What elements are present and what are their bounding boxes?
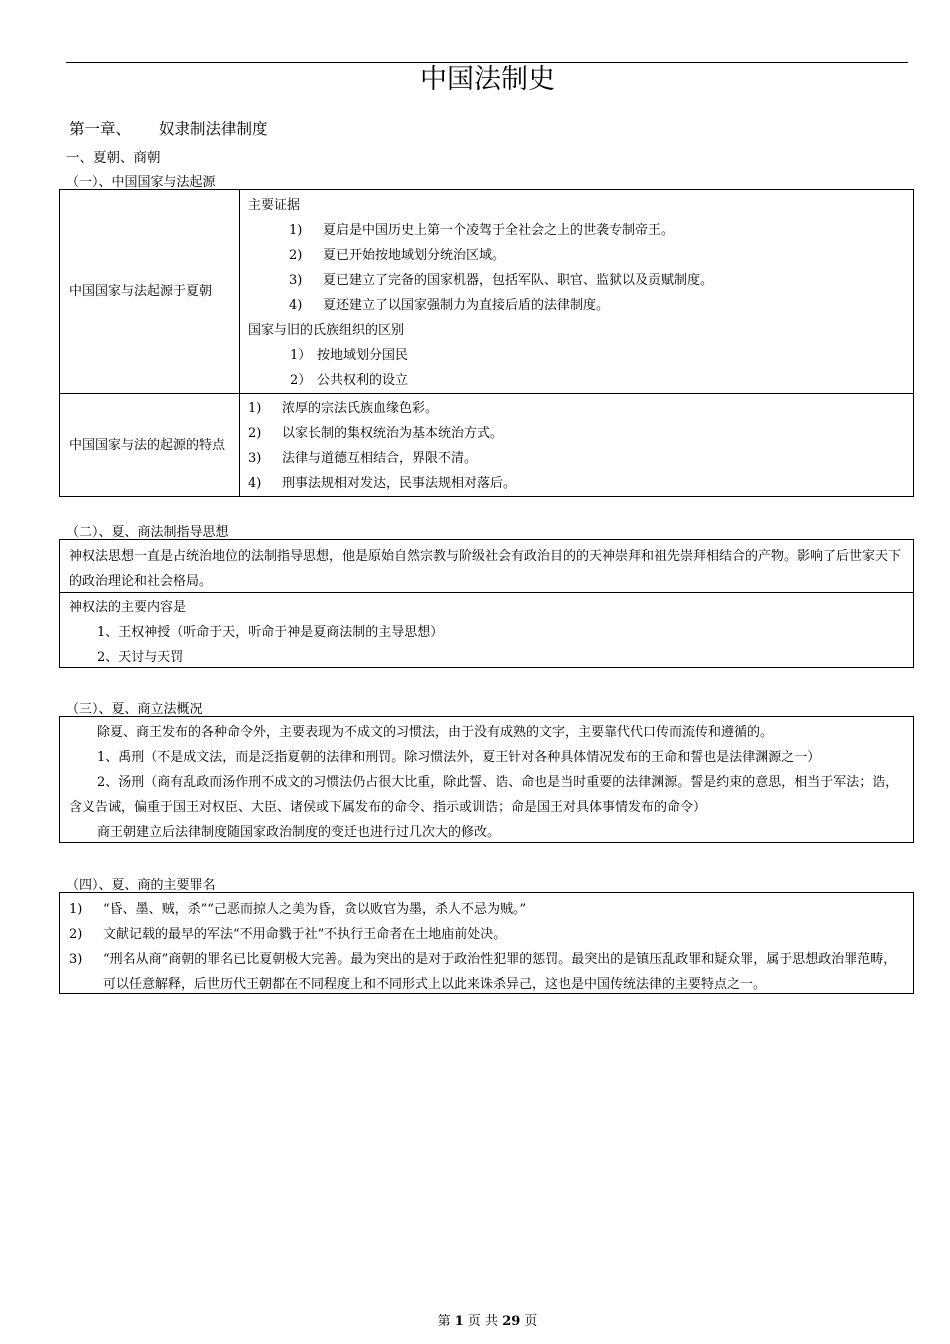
section-heading: 一、夏朝、商朝 (66, 150, 161, 166)
subsection-heading-1: （一）、中国国家与法起源 (66, 175, 216, 190)
list-item: 1） 按地域划分国民 (290, 348, 409, 363)
table-row (60, 394, 914, 497)
content-title: 神权法的主要内容是 (69, 600, 187, 615)
theocracy-paragraph: 神权法思想一直是占统治地位的法制指导思想，他是原始自然宗教与阶级社会有政治目的的天神崇拜和祖先崇拜相结合的产物。影响了后世家天下的政治理论和社会格局。 (69, 549, 902, 589)
page-total: 29 (502, 1314, 521, 1329)
list-item: 2） 公共权利的设立 (290, 373, 409, 388)
list-item: 4) 夏还建立了以国家强制力为直接后盾的法律制度。 (289, 298, 610, 313)
subsection-heading-4: （四）、夏、商的主要罪名 (66, 878, 216, 893)
legislation-intro: 除夏、商王发布的各种命令外，主要表现为不成文的习惯法，由于没有成熟的文字，主要靠代代口传而流传和遵循的。 (97, 725, 774, 740)
list-item: 3) 法律与道德互相结合，界限不清。 (248, 451, 478, 466)
legislation-item-2: 2、汤刑（商有乱政而汤作刑不成文的习惯法仍占很大比重，除此誓、诰、命也是当时重要的法律渊源。誓是约束的意思，相当于军法；诰，含义告诫，偏重于国王对权臣、大臣、诸侯或下属发布的命令、指示或训诰；命是国王对具体事情发布的命令） (69, 775, 899, 815)
chapter-name: 奴隶制法律制度 (159, 120, 268, 138)
subsection-heading-2: （二）、夏、商法制指导思想 (66, 525, 229, 540)
list-item: 1、王权神授（听命于天，听命于神是夏商法制的主导思想） (97, 625, 444, 640)
list-item: 2、天讨与天罚 (97, 650, 184, 665)
list-item: 3) “刑名从商”商朝的罪名已比夏朝极大完善。最为突出的是对于政治性犯罪的惩罚。最突出的是镇压乱政罪和疑众罪，属于思想政治罪范畴，可以任意解释，后世历代王朝都在不同程度上和不同形式上以此来诛杀异己，这也是中国传统法律的主要特点之一。 (69, 952, 897, 992)
list-item: 1) 浓厚的宗法氏族血缘色彩。 (248, 401, 439, 416)
page-number: 1 (454, 1314, 464, 1329)
theocracy-description-box (59, 539, 914, 593)
list-item: 2) 文献记载的最早的军法“不用命戮于社”不执行王命者在土地庙前处决。 (69, 927, 507, 942)
list-item: 3) 夏已建立了完备的国家机器，包括军队、职官、监狱以及贡赋制度。 (289, 273, 714, 288)
subsection-heading-3: （三）、夏、商立法概况 (66, 702, 203, 717)
theocracy-content-box (59, 592, 914, 668)
list-item: 1) 夏启是中国历史上第一个凌驾于全社会之上的世袭专制帝王。 (289, 223, 675, 238)
crimes-box (59, 892, 914, 994)
page-footer: 第 1 页 共 29 页 (437, 1314, 538, 1329)
diff-title: 国家与旧的氏族组织的区别 (248, 323, 405, 338)
row-label: 中国国家与法起源于夏朝 (60, 190, 240, 394)
chapter-heading (69, 117, 268, 139)
document-title: 中国法制史 (420, 64, 555, 95)
evidence-title: 主要证据 (248, 198, 301, 213)
list-item: 2) 夏已开始按地域划分统治区域。 (289, 248, 506, 263)
legislation-box (59, 716, 914, 843)
list-item: 2) 以家长制的集权统治为基本统治方式。 (248, 426, 504, 441)
row-label: 中国国家与法的起源的特点 (60, 394, 240, 497)
table-row (60, 190, 914, 394)
row-content (240, 190, 914, 394)
chapter-number: 第一章、 (69, 120, 132, 138)
origin-table (59, 189, 914, 497)
list-item: 1) “昏、墨、贼，杀”“己恶而掠人之美为昏，贪以败官为墨，杀人不忌为贼。” (69, 902, 527, 917)
list-item: 4) 刑事法规相对发达，民事法规相对落后。 (248, 476, 517, 491)
row-content (240, 394, 914, 497)
legislation-item-1: 1、禹刑（不是成文法，而是泛指夏朝的法律和刑罚。除习惯法外，夏王针对各种具体情况发布的王命和誓也是法律渊源之一） (97, 750, 821, 765)
legislation-conclusion: 商王朝建立后法律制度随国家政治制度的变迁也进行过几次大的修改。 (97, 825, 501, 840)
